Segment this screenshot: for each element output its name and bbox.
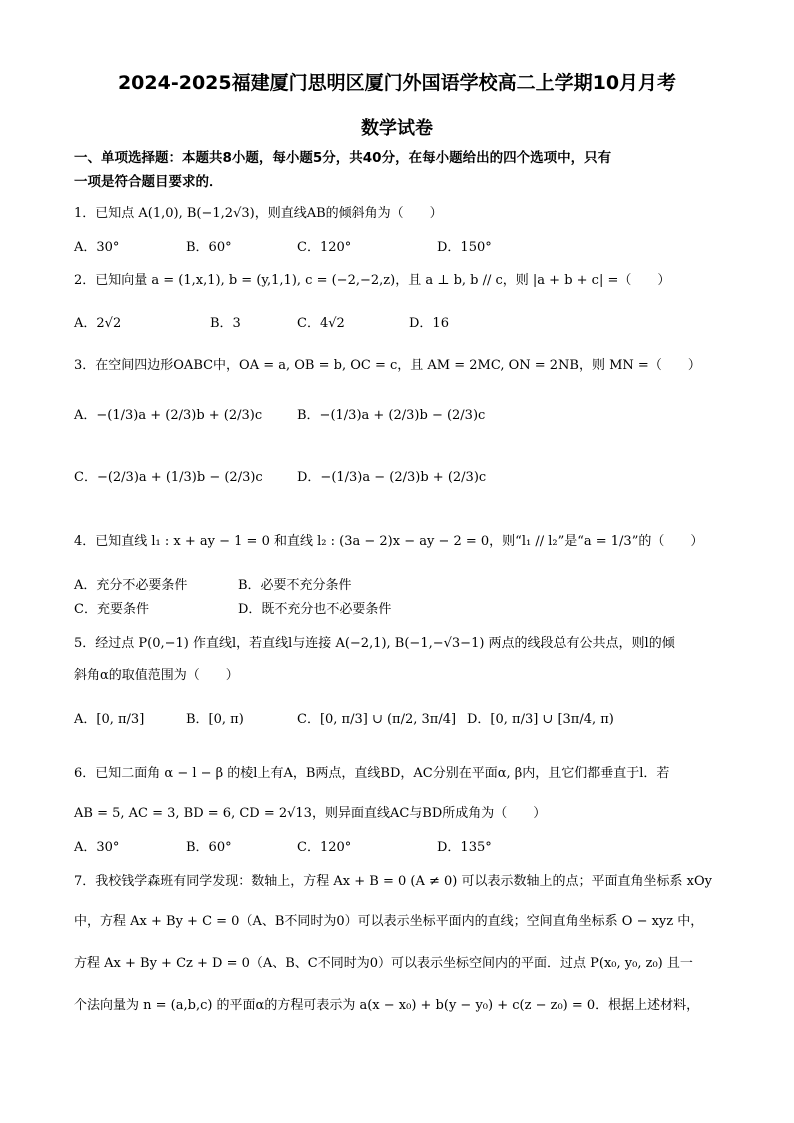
exam-title: 2024-2025福建厦门思明区厦门外国语学校高二上学期10月月考 [117,72,677,94]
q1-option-c: C．120° [297,240,352,255]
exam-subtitle: 数学试卷 [361,118,433,139]
q6-option-b: B．60° [186,840,232,855]
q3-option-d: D．−(1/3)a − (2/3)b + (2/3)c [297,470,487,485]
q2-stem: 2．已知向量 a = (1,x,1), b = (y,1,1), c = (−2,−2,z)，且 a ⊥ b, b // c，则 |a + b + c| =（ ） [74,273,671,288]
q2-option-a: A．2√2 [74,316,122,331]
q7-stem-line4: 个法向量为 n = (a,b,c) 的平面α的方程可表示为 a(x − x₀) + b(y − y₀) + c(z − z₀) = 0．根据上述材料， [74,998,700,1013]
q2-option-c: C．4√2 [297,316,345,331]
q4-option-a: A．充分不必要条件 [74,578,188,593]
q7-stem-line1: 7．我校钱学森班有同学发现：数轴上，方程 Ax + B = 0 (A ≠ 0) 可以表示数轴上的点；平面直角坐标系 xOy [74,874,712,889]
q6-stem-line1: 6．已知二面角 α − l − β 的棱l上有A，B两点，直线BD，AC分别在平面α, β内，且它们都垂直于l．若 [74,766,670,781]
q3-option-a: A．−(1/3)a + (2/3)b + (2/3)c [74,408,263,423]
q7-stem-line2: 中，方程 Ax + By + C = 0（A、B不同时为0）可以表示坐标平面内的直线；空间直角坐标系 O − xyz 中， [74,914,704,929]
q5-stem-line1: 5．经过点 P(0,−1) 作直线l，若直线l与连接 A(−2,1), B(−1,−√3−1) 两点的线段总有公共点，则l的倾 [74,636,675,651]
q2-option-d: D．16 [409,316,449,331]
section-heading-line1: 一、单项选择题：本题共8小题，每小题5分，共40分，在每小题给出的四个选项中，只有 [74,150,612,166]
q4-option-c: C．充要条件 [74,602,149,617]
q1-option-b: B．60° [186,240,232,255]
q5-option-a: A．[0, π/3] [74,712,145,727]
q7-stem-line3: 方程 Ax + By + Cz + D = 0（A、B、C不同时为0）可以表示坐标空间内的平面．过点 P(x₀, y₀, z₀) 且一 [74,956,693,971]
section-heading-line2: 一项是符合题目要求的． [74,174,223,190]
q4-stem: 4．已知直线 l₁ : x + ay − 1 = 0 和直线 l₂ : (3a − 2)x − ay − 2 = 0，则“l₁ // l₂”是“a = 1/3”的（ ） [74,534,704,549]
q4-option-d: D．既不充分也不必要条件 [238,602,392,617]
q5-stem-line2: 斜角α的取值范围为（ ） [74,668,239,683]
q5-option-d: D．[0, π/3] ∪ [3π/4, π) [467,712,614,727]
q4-option-b: B．必要不充分条件 [238,578,352,593]
q6-option-c: C．120° [297,840,352,855]
q6-stem-line2: AB = 5, AC = 3, BD = 6, CD = 2√13，则异面直线AC与BD所成角为（ ） [74,806,547,821]
q1-option-d: D．150° [437,240,492,255]
q6-option-a: A．30° [74,840,120,855]
q5-option-c: C．[0, π/3] ∪ (π/2, 3π/4] [297,712,457,727]
q1-stem: 1．已知点 A(1,0), B(−1,2√3)，则直线AB的倾斜角为（ ） [74,206,443,221]
q2-option-b: B．3 [210,316,241,331]
q6-option-d: D．135° [437,840,492,855]
q1-option-a: A．30° [74,240,120,255]
q5-option-b: B．[0, π) [186,712,244,727]
q3-option-c: C．−(2/3)a + (1/3)b − (2/3)c [74,470,263,485]
q3-stem: 3．在空间四边形OABC中，OA = a, OB = b, OC = c，且 AM = 2MC, ON = 2NB，则 MN =（ ） [74,358,701,373]
q3-option-b: B．−(1/3)a + (2/3)b − (2/3)c [297,408,486,423]
